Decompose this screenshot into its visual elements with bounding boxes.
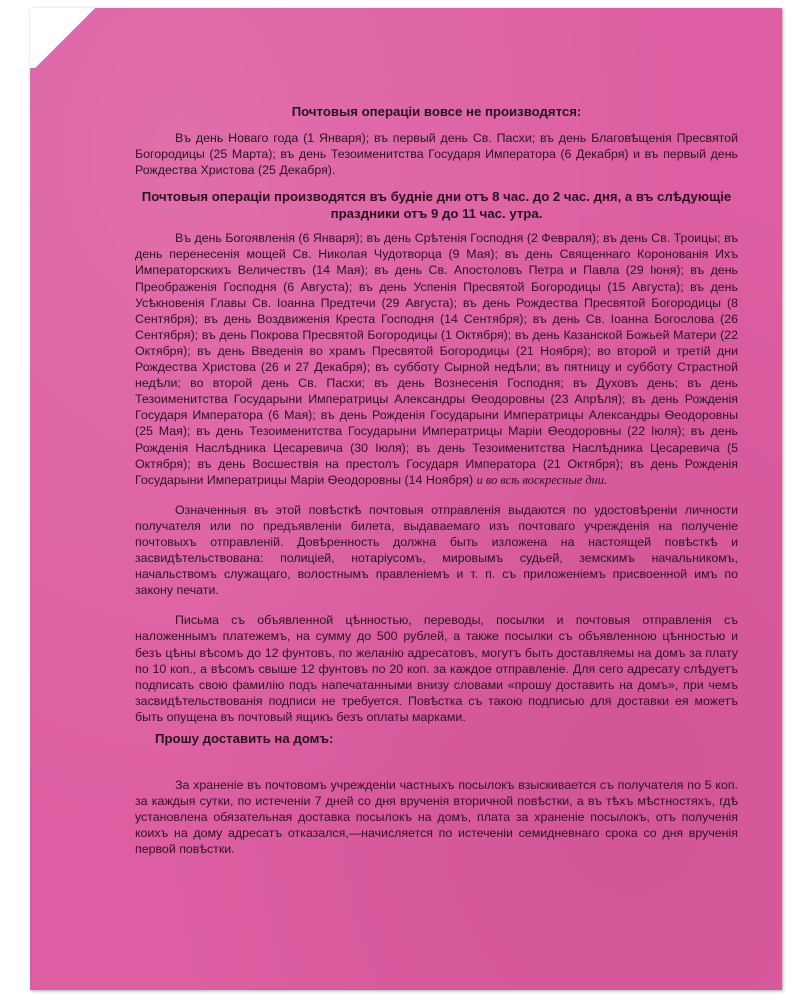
request-home-delivery-line: Прошу доставить на домъ: [155, 731, 334, 746]
paragraph-no-operations: Въ день Новаго года (1 Января); въ первый день Св. Пасхи; въ день Благовѣщенія Пресвятой Богородицы (25 Марта); въ день Тезоименитства Государя Императора (6 Декабря) и въ первый день Рождества Христова (25 Декабря). [135, 131, 738, 178]
heading-operations-hours: Почтовыя операціи производятся въ будніе дни отъ 8 час. до 2 час. дня, а въ слѣдующіе праздники отъ 9 до 11 час. утра. [141, 189, 732, 222]
paragraph-delivery-identity: Означенныя въ этой повѣсткѣ почтовыя отправленія выдаются по удостовѣреніи личности получателя или по предъявленіи билета, выдаваемаго изъ почтоваго учрежденія на полученіе почтовыхъ отправленій. Довѣренность должна быть изложена на настоящей повѣсткѣ и засвидѣтельствована: полиціей, нотаріусомъ, мировымъ судьей, земскимъ начальникомъ, начальствомъ служащаго, волостнымъ правленіемъ и т. п. съ приложеніемъ присвоенной имъ по закону печати. [135, 502, 738, 598]
paragraph-storage-fee: За храненіе въ почтовомъ учрежденіи частныхъ посылокъ взыскивается съ получателя по 5 коп. за каждыя сутки, по истеченіи 7 дней со дня врученія вторичной повѣстки, а въ тѣхъ мѣстностяхъ, гдѣ установлена обязательная доставка посылокъ на домъ, плата за храненіе посылокъ, отъ полученія коихъ на дому адресатъ отказался,—начисляется по истеченіи семидневнаго срока со дня врученія первой повѣстки. [135, 778, 738, 857]
heading-no-operations: Почтовыя операціи вовсе не производятся: [291, 104, 582, 119]
document-text [135, 103, 738, 864]
paragraph-home-delivery: Письма съ объявленной цѣнностью, переводы, посылки и почтовыя отправленія съ наложеннымъ платежемъ, на сумму до 500 рублей, а также посылки съ объявленною цѣнностью и безъ цѣны вѣсомъ до 12 фунтовъ, по желанію адресатовъ, могутъ быть доставляемы на домъ за плату по 10 коп., а вѣсомъ свыше 12 фунтовъ по 20 коп. за каждое отправленіе. Для сего адресату слѣдуетъ подписать свою фамилію подъ напечатанными внизу словами «прошу доставить на домъ», при чемъ засвидѣтельствованія подписи не требуется. Повѣстка съ такою подписью для доставки ея можетъ быть опущена въ почтовый ящикъ безъ оплаты марками. [135, 613, 738, 724]
holidays-tail: и во всѣ воскресные дни. [476, 472, 608, 487]
notice-sheet [30, 8, 782, 990]
holidays-list: Въ день Богоявленія (6 Января); въ день Срѣтенія Господня (2 Февраля); въ день Св. Троицы; въ день перенесенія мощей Св. Николая Чудотворца (9 Мая); въ день Священнаго Коронованія Ихъ Императорскихъ Величествъ (14 Мая); въ день Св. Апостоловъ Петра и Павла (29 Іюня); въ день Преображенія Господня (6 Августа); въ день Успенія Пресвятой Богородицы (15 Августа); въ день Усѣкновенія Главы Св. Іоанна Предтечи (29 Августа); въ день Рождества Пресвятой Богородицы (8 Сентября); въ день Воздвиженія Креста Господня (14 Сентября); въ день Св. Іоанна Богослова (26 Сентября); въ день Покрова Пресвятой Богородицы (1 Октября); въ день Казанской Божьей Матери (22 Октября); въ день Введенія во храмъ Пресвятой Богородицы (21 Ноября); во второй и третій дни Рождества Христова (26 и 27 Декабря); въ субботу Сырной недѣли; въ пятницу и субботу Страстной недѣли; во второй день Св. Пасхи; въ день Вознесенія Господня; въ Духовъ день; въ день Тезоименитства Государыни Императрицы Александры Ѳеодоровны (23 Апрѣля); въ день Рожденія Государя Императора (6 Мая); въ день Рожденія Государыни Императрицы Александры Ѳеодоровны (25 Мая); въ день Тезоименитства Государыни Императрицы Маріи Ѳеодоровны (22 Іюля); въ день Рожденія Наслѣдника Цесаревича (30 Іюля); въ день Тезоименитства Наслѣдника Цесаревича (5 Октября); въ день Восшествія на престолъ Государя Императора (21 Октября); въ день Рожденія Государыни Императрицы Маріи Ѳеодоровны (14 Ноября) [135, 231, 738, 487]
paragraph-holidays [135, 230, 738, 488]
